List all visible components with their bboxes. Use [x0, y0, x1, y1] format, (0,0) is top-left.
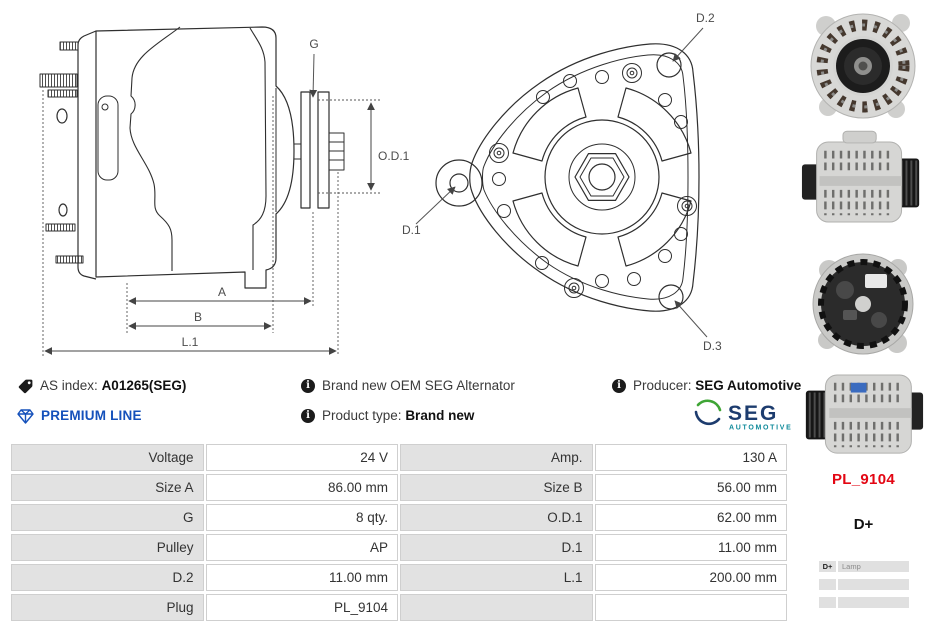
connection-row — [819, 597, 911, 608]
connection-pin — [819, 597, 836, 608]
photo-side-right-image — [800, 128, 926, 236]
product-photo-front[interactable] — [800, 6, 926, 124]
spec-value: 56.00 mm — [595, 474, 788, 501]
photo-side-left-image — [800, 366, 926, 464]
product-photo-side-left[interactable] — [800, 366, 926, 464]
spec-label: D.1 — [400, 534, 593, 561]
connection-function — [838, 597, 909, 608]
connection-pin: D+ — [819, 561, 836, 572]
spec-label — [400, 594, 593, 621]
product-type-row — [301, 407, 474, 425]
rear-housing-outline — [78, 31, 96, 279]
product-photo-rear[interactable] — [800, 248, 926, 360]
as-index-row — [18, 377, 186, 395]
seg-logo-subtitle: AUTOMOTIVE — [729, 424, 793, 432]
description-row — [301, 377, 515, 395]
spec-value: 200.00 mm — [595, 564, 788, 591]
dim-label-a: A — [217, 285, 227, 299]
spec-row — [11, 504, 787, 531]
stud-lower — [46, 224, 75, 231]
spec-value: 8 qty. — [206, 504, 399, 531]
spec-label: Plug — [11, 594, 204, 621]
spec-label: O.D.1 — [400, 504, 593, 531]
spec-label: L.1 — [400, 564, 593, 591]
spec-value: 130 A — [595, 444, 788, 471]
info-icon: i — [301, 409, 315, 423]
spec-value: 11.00 mm — [595, 534, 788, 561]
spec-label: Voltage — [11, 444, 204, 471]
spec-label: G — [11, 504, 204, 531]
spec-value: AP — [206, 534, 399, 561]
stud-top — [60, 42, 78, 50]
spec-label: Size B — [400, 474, 593, 501]
spec-value: 24 V — [206, 444, 399, 471]
spec-value: 62.00 mm — [595, 504, 788, 531]
spec-value: 86.00 mm — [206, 474, 399, 501]
alternator-body-outline — [96, 27, 294, 288]
product-photo-side-right[interactable] — [800, 128, 926, 236]
as-index-value: A01265(SEG) — [101, 378, 187, 393]
spec-value: PL_9104 — [206, 594, 399, 621]
side-view-technical-drawing — [0, 0, 412, 365]
premium-line-badge: PREMIUM LINE — [41, 408, 142, 423]
connection-pin — [819, 579, 836, 590]
dim-label-d1: D.1 — [402, 223, 421, 237]
spec-value: 11.00 mm — [206, 564, 399, 591]
dim-label-g: G — [309, 37, 319, 51]
spec-row — [11, 564, 787, 591]
dim-label-l1: L.1 — [181, 335, 199, 349]
plug-code: PL_9104 — [832, 471, 895, 488]
info-icon: i — [301, 379, 315, 393]
spec-label: Pulley — [11, 534, 204, 561]
product-type-label: Product type: — [322, 408, 402, 423]
spec-row — [11, 444, 787, 471]
spec-value — [595, 594, 788, 621]
front-plate-outline — [470, 44, 699, 311]
dim-label-b: B — [193, 310, 203, 324]
connection-row — [819, 579, 911, 590]
connection-function — [838, 579, 909, 590]
as-index-label: AS index: — [40, 378, 98, 393]
stud-b-plus — [40, 74, 77, 87]
front-view-technical-drawing — [400, 0, 737, 365]
photo-front-image — [806, 6, 920, 124]
producer-label: Producer: — [633, 378, 692, 393]
spec-row — [11, 594, 787, 621]
seg-automotive-logo — [692, 398, 796, 432]
product-description: Brand new OEM SEG Alternator — [322, 378, 515, 393]
dim-label-od1: O.D.1 — [378, 149, 410, 163]
stud-small — [48, 90, 77, 97]
dim-label-d3: D.3 — [703, 339, 722, 353]
spec-label: Amp. — [400, 444, 593, 471]
pulley-plate-rear — [301, 92, 310, 208]
pulley-plate-front — [318, 92, 329, 208]
seg-logo-text: SEG — [728, 402, 779, 425]
connection-function: Lamp — [838, 561, 909, 572]
info-icon: i — [612, 379, 626, 393]
premium-line-row — [17, 407, 142, 425]
terminal-code: D+ — [853, 516, 874, 533]
stud-bottom — [56, 256, 83, 263]
connection-row — [819, 561, 911, 572]
product-type-value: Brand new — [405, 408, 475, 423]
spec-row — [11, 474, 787, 501]
photo-rear-image — [805, 248, 922, 360]
tag-icon — [18, 379, 33, 394]
connection-mini-table — [819, 561, 911, 615]
producer-row — [612, 377, 801, 395]
spec-table — [9, 441, 789, 624]
spec-row — [11, 534, 787, 561]
spec-label: Size A — [11, 474, 204, 501]
diamond-icon — [17, 409, 34, 424]
producer-value: SEG Automotive — [695, 378, 802, 393]
spec-label: D.2 — [11, 564, 204, 591]
dim-label-d2: D.2 — [696, 11, 715, 25]
